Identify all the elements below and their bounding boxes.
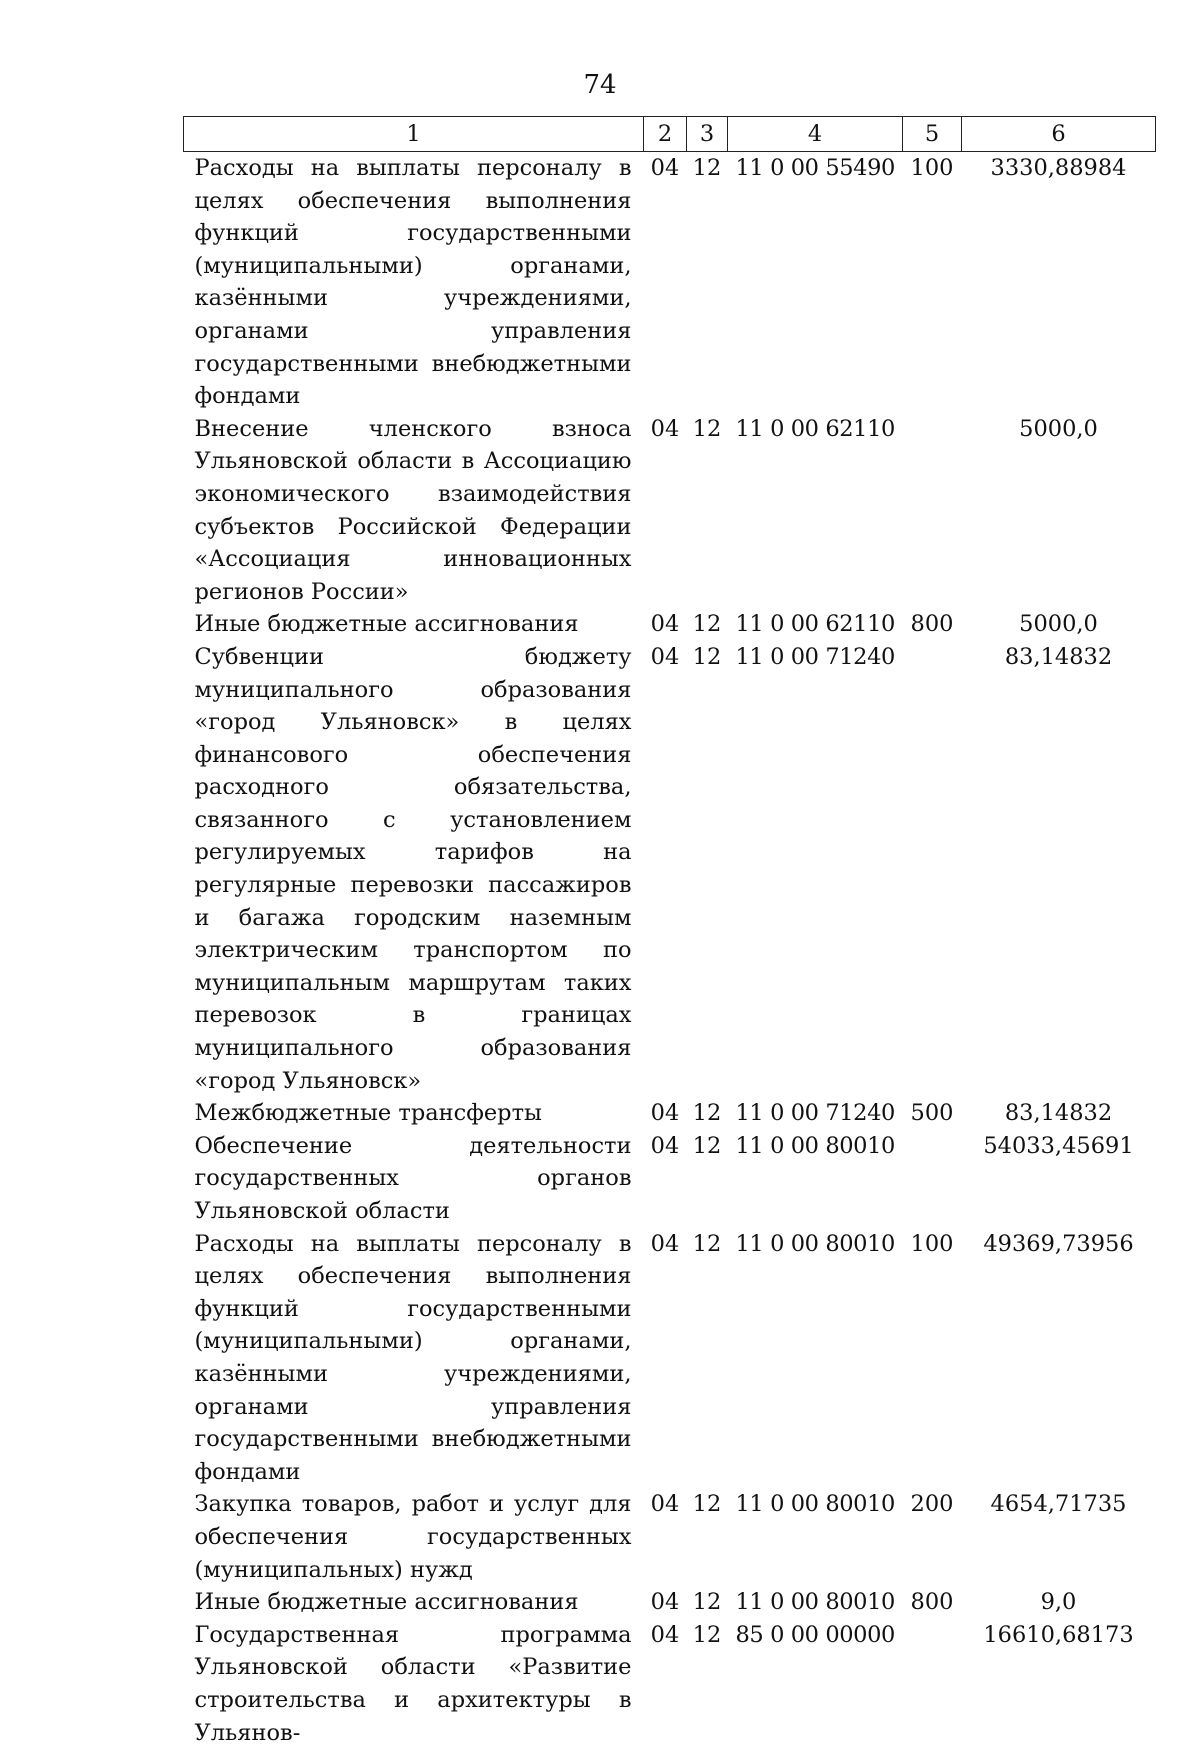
row-subsection-code: 12 [687, 1619, 728, 1749]
row-amount: 49369,73956 [962, 1228, 1156, 1489]
table-row [184, 1488, 1156, 1586]
table-row [184, 152, 1156, 413]
row-subsection-code: 12 [687, 608, 728, 641]
row-subsection-code: 12 [687, 152, 728, 413]
row-name: Внесение членского взноса Ульяновской области в Ассоциацию экономического взаимодействия субъектов Российской Федерации «Ассоциация инновационных регионов России» [184, 413, 644, 609]
row-target-article: 11 0 00 80010 [728, 1488, 903, 1586]
table-row [184, 1228, 1156, 1489]
row-target-article: 11 0 00 80010 [728, 1228, 903, 1489]
row-expense-type [903, 1619, 962, 1749]
row-expense-type [903, 641, 962, 1097]
row-name: Межбюджетные трансферты [184, 1097, 644, 1130]
row-name: Иные бюджетные ассигнования [184, 608, 644, 641]
table-row [184, 608, 1156, 641]
row-section-code: 04 [644, 1619, 687, 1749]
row-amount: 3330,88984 [962, 152, 1156, 413]
table-row [184, 1130, 1156, 1228]
row-subsection-code: 12 [687, 1097, 728, 1130]
row-expense-type: 500 [903, 1097, 962, 1130]
row-expense-type: 800 [903, 608, 962, 641]
row-amount: 16610,68173 [962, 1619, 1156, 1749]
table-row [184, 1097, 1156, 1130]
row-subsection-code: 12 [687, 1228, 728, 1489]
row-name: Закупка товаров, работ и услуг для обеспечения государственных (муниципальных) нужд [184, 1488, 644, 1586]
header-col-6: 6 [962, 117, 1156, 152]
row-expense-type [903, 413, 962, 609]
row-amount: 5000,0 [962, 413, 1156, 609]
row-expense-type: 800 [903, 1586, 962, 1619]
row-name: Расходы на выплаты персоналу в целях обеспечения выполнения функций государственными (муниципальными) органами, казёнными учреждениями, органами управления государственными внебюджетными фондами [184, 1228, 644, 1489]
row-expense-type: 200 [903, 1488, 962, 1586]
header-col-4: 4 [728, 117, 903, 152]
row-amount: 4654,71735 [962, 1488, 1156, 1586]
row-amount: 54033,45691 [962, 1130, 1156, 1228]
budget-table [183, 116, 1156, 1749]
row-target-article: 11 0 00 71240 [728, 1097, 903, 1130]
row-section-code: 04 [644, 1488, 687, 1586]
row-amount: 9,0 [962, 1586, 1156, 1619]
row-name: Иные бюджетные ассигнования [184, 1586, 644, 1619]
row-section-code: 04 [644, 152, 687, 413]
row-target-article: 11 0 00 80010 [728, 1130, 903, 1228]
row-target-article: 11 0 00 62110 [728, 413, 903, 609]
row-section-code: 04 [644, 413, 687, 609]
row-target-article: 11 0 00 80010 [728, 1586, 903, 1619]
table-row [184, 1619, 1156, 1749]
row-amount: 83,14832 [962, 641, 1156, 1097]
row-name: Государственная программа Ульяновской области «Развитие строительства и архитектуры в Ульянов- [184, 1619, 644, 1749]
row-subsection-code: 12 [687, 1586, 728, 1619]
row-subsection-code: 12 [687, 1130, 728, 1228]
row-expense-type: 100 [903, 1228, 962, 1489]
row-target-article: 11 0 00 62110 [728, 608, 903, 641]
row-amount: 5000,0 [962, 608, 1156, 641]
row-section-code: 04 [644, 1228, 687, 1489]
row-amount: 83,14832 [962, 1097, 1156, 1130]
header-col-3: 3 [687, 117, 728, 152]
header-row [184, 117, 1156, 152]
row-target-article: 11 0 00 71240 [728, 641, 903, 1097]
row-subsection-code: 12 [687, 1488, 728, 1586]
table-row [184, 1586, 1156, 1619]
table-header [184, 117, 1156, 152]
header-col-1: 1 [184, 117, 644, 152]
row-expense-type: 100 [903, 152, 962, 413]
row-section-code: 04 [644, 1586, 687, 1619]
page-number: 74 [0, 70, 1200, 100]
table-row [184, 641, 1156, 1097]
row-subsection-code: 12 [687, 413, 728, 609]
row-expense-type [903, 1130, 962, 1228]
row-subsection-code: 12 [687, 641, 728, 1097]
row-target-article: 11 0 00 55490 [728, 152, 903, 413]
row-target-article: 85 0 00 00000 [728, 1619, 903, 1749]
row-section-code: 04 [644, 641, 687, 1097]
table-row [184, 413, 1156, 609]
row-name: Расходы на выплаты персоналу в целях обеспечения выполнения функций государственными (муниципальными) органами, казёнными учреждениями, органами управления государственными внебюджетными фондами [184, 152, 644, 413]
table-body [184, 152, 1156, 1749]
row-name: Субвенции бюджету муниципального образования «город Ульяновск» в целях финансового обеспечения расходного обязательства, связанного с установлением регулируемых тарифов на регулярные перевозки пассажиров и багажа городским наземным электрическим транспортом по муниципальным маршрутам таких перевозок в границах муниципального образования «город Ульяновск» [184, 641, 644, 1097]
header-col-2: 2 [644, 117, 687, 152]
row-name: Обеспечение деятельности государственных органов Ульяновской области [184, 1130, 644, 1228]
row-section-code: 04 [644, 1130, 687, 1228]
row-section-code: 04 [644, 608, 687, 641]
header-col-5: 5 [903, 117, 962, 152]
row-section-code: 04 [644, 1097, 687, 1130]
